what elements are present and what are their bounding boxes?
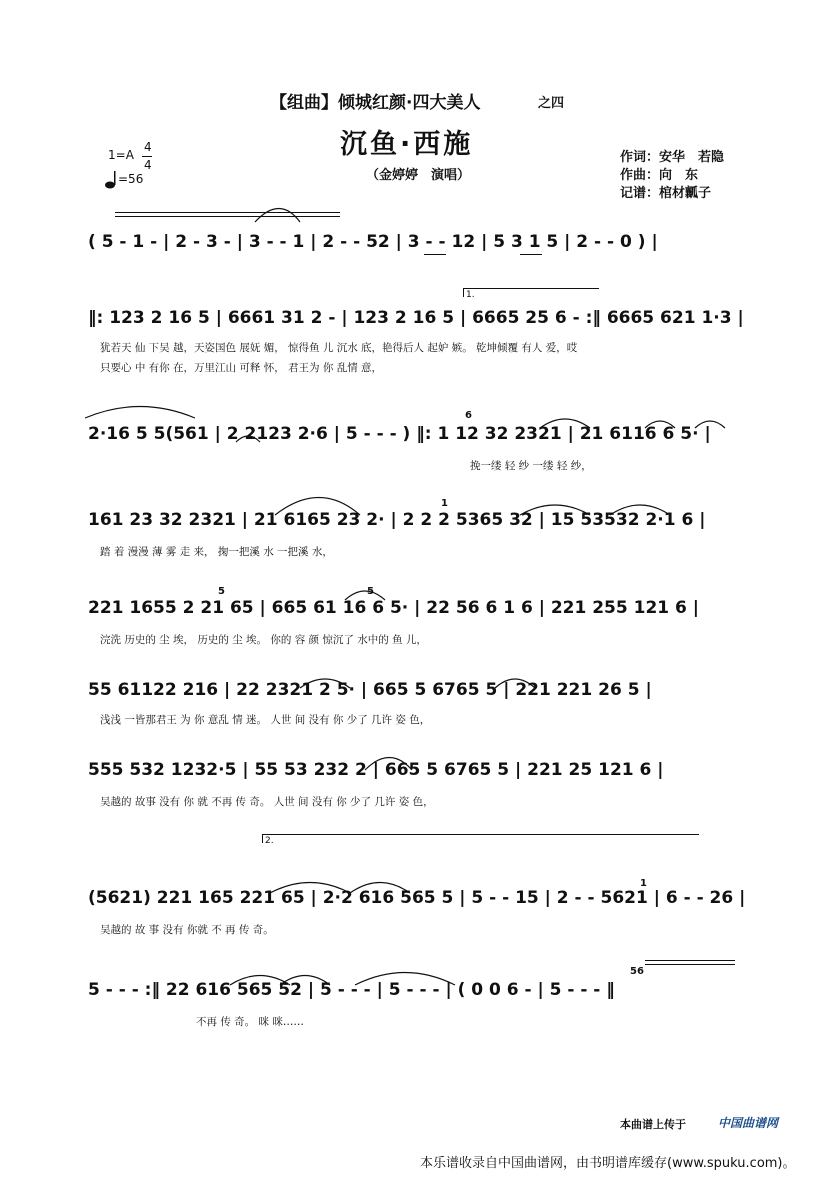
lyric-row-2a: 犹若天 仙 下吴 越，天姿国色 展妩 媚， 惊得鱼 儿 沉水 底，艳得后人 起妒 嫉。 乾坤倾覆 有人 爱，哎 [100,342,578,354]
ending-rule [645,960,735,961]
series-title: 【组曲】倾城红颜·四大美人 [270,93,481,113]
site-logo: 中国曲谱网 [718,1116,779,1130]
notation-row-2: ‖: 123 2 16 5 | 6661 31 2 - | 123 2 16 5 | 6665 25 6 - :‖ 6665 621 1·3 | [88,308,744,328]
underline [424,254,446,255]
notation-row-8: (5621) 221 165 221 65 | 2·2 616 565 5 | 5 - - 15 | 2 - - 5621 | 6 - - 26 | [88,888,746,908]
volta-label-2: 2. [265,836,274,846]
grace-note: 1 [441,498,448,509]
song-title: 沉鱼·西施 [340,129,474,160]
lyric-row-4: 踏 着 漫漫 薄 雾 走 来， 掬一把溪 水 一把溪 水， [100,546,333,558]
lyric-row-9: 不再 传 奇。 咪 咪…… [196,1016,304,1028]
lyric-row-3: 挽一缕 轻 纱 一缕 轻 纱， [470,460,592,472]
notation-row-5: 221 1655 2 21 65 | 665 61 16 6 5· | 22 56 6 1 6 | 221 255 121 6 | [88,598,699,618]
part-number: 之四 [538,96,565,111]
notation-row-7: 555 532 1232·5 | 55 53 232 2 | 665 5 6765 5 | 221 25 121 6 | [88,760,664,780]
lyric-row-5: 浣洗 历史的 尘 埃， 历史的 尘 埃。 你的 容 颜 惊沉了 水中的 鱼 儿， [100,634,427,646]
time-signature-bottom: 4 [144,158,152,172]
staff-rule [115,212,340,213]
lyric-row-7: 吴越的 故事 没有 你 就 不再 传 奇。 人世 间 没有 你 少了 几许 姿 色， [100,796,434,808]
grace-note: 1 [640,878,647,889]
ending-rule [645,964,735,965]
grace-note: 5 [218,586,225,597]
singer-credit: （金婷婷 演唱） [366,168,471,183]
key-signature: 1=A [108,148,134,162]
notation-row-3: 2·16 5 5(561 | 2 2123 2·6 | 5 - - - ) ‖: 1 12 32 2321 | 21 6116 6 5· | [88,424,711,444]
lyric-row-8: 吴越的 故 事 没有 你就 不 再 传 奇。 [100,924,274,936]
notation-row-9: 5 - - - :‖ 22 616 565 52 | 5 - - - | 5 - - - | ( 0 0 6 - | 5 - - - ‖ [88,980,615,1000]
lyric-row-6: 浅浅 一皆那君王 为 你 意乱 情 迷。 人世 间 没有 你 少了 几许 姿 色， [100,714,431,726]
volta-label-1: 1. [466,290,475,300]
transcriber-credit: 记谱：棺材瓤子 [620,186,712,201]
volta-bracket-1 [463,288,599,297]
notation-row-1: ( 5 - 1 - | 2 - 3 - | 3 - - 1 | 2 - - 52 | 3 - - 12 | 5 3 1 5 | 2 - - 0 ) | [88,232,658,252]
notation-row-6: 55 61122 216 | 22 2321 2 5· | 665 5 6765 5 | 221 221 26 5 | [88,680,652,700]
underline [520,254,542,255]
source-note: 本乐谱收录自中国曲谱网，由书明谱库缓存(www.spuku.com)。 [420,1156,796,1171]
composer-credit: 作曲：向 东 [620,168,699,183]
staff-rule [115,216,340,217]
tempo-marking: =56 [118,172,144,186]
grace-note: 56 [630,966,644,977]
notation-row-4: 161 23 32 2321 | 21 6165 23 2· | 2 2 2 5365 32 | 15 53532 2·1 6 | [88,510,706,530]
lyric-row-2b: 只要心 中 有你 在，万里江山 可释 怀， 君王为 你 乱情 意， [100,362,383,374]
time-signature-top: 4 [144,140,152,154]
grace-note: 5 [367,586,374,597]
volta-bracket-2 [262,834,699,843]
grace-note: 6 [465,410,472,421]
slur [85,407,195,419]
uploaded-label: 本曲谱上传于 [620,1118,686,1131]
lyricist-credit: 作词：安华 若隐 [620,150,725,165]
